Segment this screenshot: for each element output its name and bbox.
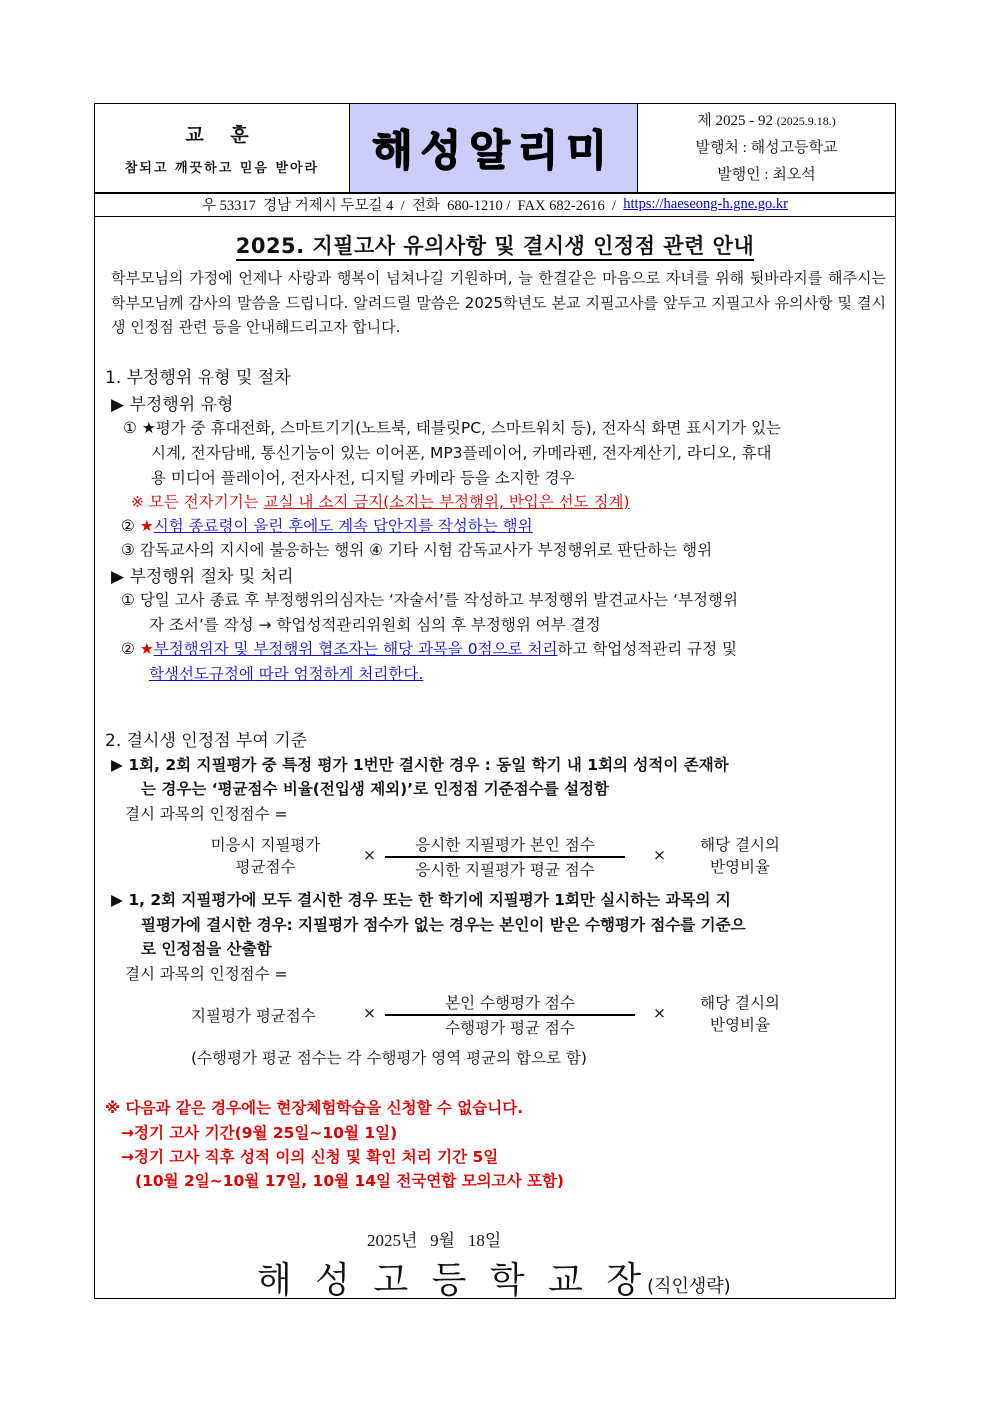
newsletter-header — [95, 104, 895, 194]
issue-number: 제 2025 - 92 (2025.9.18.) — [697, 112, 836, 129]
newsletter-frame — [94, 103, 896, 1299]
issuer: 발행인 : 최오석 — [717, 166, 816, 183]
absence-case2-line3: 로 인정점을 산출함 — [141, 940, 272, 958]
procedure-item1-line2: 자 조서’를 작성 → 학업성적관리위원회 심의 후 부정행위 여부 결정 — [149, 616, 601, 634]
formula2-right-term: 해당 결시의 반영비율 — [700, 994, 780, 1034]
device-ban-notice: ※ 모든 전자기기는 교실 내 소지 금지(소지는 부정행위, 반입은 선도 징계) — [131, 493, 630, 511]
field-trip-notice-heading: ※ 다음과 같은 경우에는 현장체험학습을 신청할 수 없습니다. — [105, 1099, 524, 1117]
cheat-type-item1-line3: 용 미디어 플레이어, 전자사전, 디지털 카메라 등을 소지한 경우 — [151, 469, 575, 487]
formula1-left-term: 미응시 지필평가 평균점수 — [210, 836, 321, 876]
absence-case2-line1: ▶ 1, 2회 지필평가에 모두 결시한 경우 또는 한 학기에 지필평가 1회만 실시하는 과목의 지 — [111, 891, 731, 909]
field-trip-appeal-dates: (10월 2일~10월 17일, 10월 14일 전국연합 모의고사 포함) — [135, 1172, 565, 1190]
formula1-numerator: 응시한 지필평가 본인 점수 — [415, 836, 595, 854]
absence-case1-line1: ▶ 1회, 2회 지필평가 중 특정 평가 1번만 결시한 경우 : 동일 학기 내 1회의 성적이 존재하 — [111, 756, 729, 774]
publisher: 발행처 : 해성고등학교 — [695, 139, 838, 156]
star-icon: ★ — [139, 517, 154, 535]
section1-sub-procedure: ▶ 부정행위 절차 및 처리 — [111, 567, 294, 587]
field-trip-appeal-period: →정기 고사 직후 성적 이의 신청 및 확인 처리 기간 5일 — [121, 1148, 499, 1166]
procedure-item2-line1: ② ★부정행위자 및 부정행위 협조자는 해당 과목을 0점으로 처리하고 학업성적관리 규정 및 — [121, 640, 737, 658]
procedure-item2-line2: 학생선도규정에 따라 엄정하게 처리한다. — [149, 665, 424, 683]
formula1-label: 결시 과목의 인정점수 = — [125, 805, 288, 823]
seal-omitted-note: (직인생략) — [647, 1276, 731, 1297]
formula2-note: (수행평가 평균 점수는 각 수행평가 영역 평균의 합으로 함) — [191, 1049, 587, 1067]
formula2-label: 결시 과목의 인정점수 = — [125, 965, 288, 983]
multiply-sign: × — [653, 1004, 666, 1022]
document-title: 2025. 지필고사 유의사항 및 결시생 인정점 관련 안내 — [236, 234, 755, 261]
formula2-denominator: 수행평가 평균 점수 — [445, 1019, 575, 1037]
issue-date: (2025.9.18.) — [776, 113, 836, 128]
intro-paragraph: 학부모님의 가정에 언제나 사랑과 행복이 넘쳐나길 기원하며, 늘 한결같은 마음으로 자녀를 위해 뒷바라지를 해주시는 학부모님께 감사의 말씀을 드립니다. 알려드릴 말씀은 2025학년도 본교 지필고사를 앞두고 지필고사 유의사항 및 결시생 인정점 관련 등을 안내해드리고자 합니다. — [111, 269, 886, 336]
masthead-cell — [350, 104, 638, 192]
school-motto-cell — [95, 104, 350, 192]
cheat-type-item1-line2: 시계, 전자담배, 통신기능이 있는 이어폰, MP3플레이어, 카메라펜, 전자계산기, 라디오, 휴대 — [151, 444, 772, 462]
school-address: 우 53317 경남 거제시 두모길 4 / 전화 680-1210 / FAX 682-2616 / — [202, 197, 624, 214]
device-ban-emphasis: 교실 내 소지 금지(소지는 부정행위, 반입은 선도 징계) — [263, 493, 630, 511]
multiply-sign: × — [363, 846, 376, 864]
formula2-numerator: 본인 수행평가 점수 — [445, 994, 575, 1012]
document-title-wrap — [95, 230, 895, 260]
field-trip-exam-period: →정기 고사 기간(9월 25일~10월 1일) — [121, 1124, 398, 1142]
issue-info-cell — [638, 104, 895, 192]
motto-text: 참되고 깨끗하고 믿음 받아라 — [124, 161, 320, 176]
address-bar — [95, 192, 895, 217]
procedure-item1-line1: ① 당일 고사 종료 후 부정행위의심자는 ‘자술서’를 작성하고 부정행위 발견교사는 ‘부정행위 — [121, 591, 738, 609]
issue-date-footer: 2025년 9월 18일 — [367, 1231, 502, 1250]
principal-signature: 해 성 고 등 학 교 장(직인생략) — [257, 1260, 731, 1301]
motto-title: 교 훈 — [185, 124, 259, 146]
star-icon: ★ — [139, 640, 154, 658]
multiply-sign: × — [363, 1004, 376, 1022]
formula1-right-term: 해당 결시의 반영비율 — [700, 836, 780, 876]
cheat-type-item2: ② ★시험 종료령이 울린 후에도 계속 답안지를 작성하는 행위 — [121, 517, 533, 535]
multiply-sign: × — [653, 846, 666, 864]
absence-case1-line2: 는 경우는 ‘평균점수 비율(전입생 제외)’로 인정점 기준점수를 설정함 — [141, 780, 609, 798]
formula1-denominator: 응시한 지필평가 평균 점수 — [415, 861, 595, 879]
masthead-title: 해성알리미 — [372, 126, 615, 175]
section1-heading: 1. 부정행위 유형 및 절차 — [105, 368, 291, 388]
section2-heading: 2. 결시생 인정점 부여 기준 — [105, 731, 308, 751]
absence-case2-line2: 필평가에 결시한 경우: 지필평가 점수가 없는 경우는 본인이 받은 수행평가 점수를 기준으 — [141, 916, 746, 934]
school-website-link[interactable]: https://haeseong-h.gne.go.kr — [623, 195, 788, 212]
cheat-type-item1-line1: ① ★평가 중 휴대전화, 스마트기기(노트북, 태블릿PC, 스마트워치 등), 전자식 화면 표시기가 있는 — [123, 419, 782, 437]
cheat-type-item3-4: ③ 감독교사의 지시에 불응하는 행위 ④ 기타 시험 감독교사가 부정행위로 판단하는 행위 — [121, 541, 713, 559]
formula2-left-term: 지필평가 평균점수 — [191, 1007, 316, 1025]
section1-sub-types: ▶ 부정행위 유형 — [111, 395, 234, 415]
